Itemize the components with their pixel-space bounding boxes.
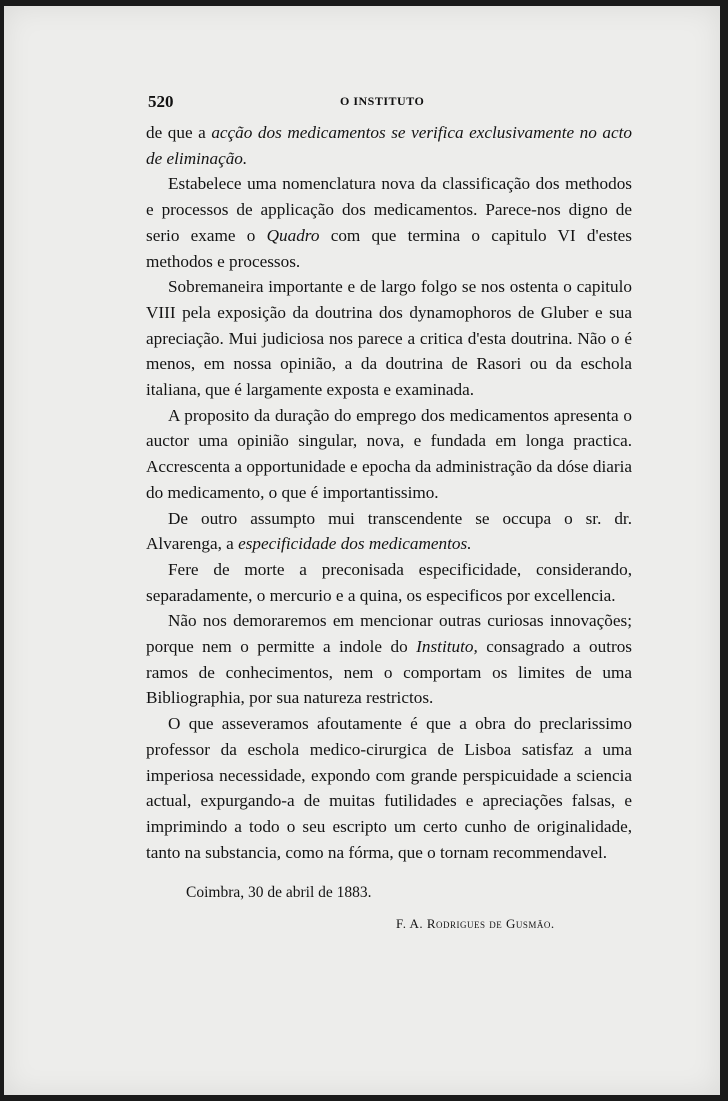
paragraph-4: A proposito da duração do emprego dos medicamentos apresenta o auctor uma opinião singular, nova, e fundada em longa practica. Accrescenta a opportunidade e epocha da administração da dóse diaria do medicamento, o que é importantissimo. <box>146 405 632 502</box>
paragraph-2: Estabelece uma nomenclatura nova da classificação dos methodos e processos de applicação dos medicamentos. Parece-nos digno de serio exame o Quadro com que termina o capitulo VI d'estes methodos e processos. <box>146 174 632 271</box>
author-signature: F. A. Rodrigues de Gusmão. <box>396 916 555 931</box>
paragraph-3: Sobremaneira importante e de largo folgo se nos ostenta o capitulo VIII pela exposição da doutrina dos dynamophoros de Gluber e sua apreciação. Mui judiciosa nos parece a critica d'esta doutrina. Não o é menos, em nossa opinião, a da doutrina de Rasori ou da eschola italiana, que é largamente exposta e examinada. <box>146 277 632 400</box>
page-number: 520 <box>148 92 174 111</box>
paragraph-6: Fere de morte a preconisada especificidade, considerando, separadamente, o mercurio e a quina, os especificos por excellencia. <box>146 559 632 605</box>
body-text <box>146 120 632 865</box>
paragraph-5: De outro assumpto mui transcendente se occupa o sr. dr. Alvarenga, a especificidade dos medicamentos. <box>146 508 632 554</box>
paragraph-7: Não nos demoraremos em mencionar outras curiosas innovações; porque nem o permitte a indole do Instituto, consagrado a outros ramos de conhecimentos, nem o comportam os limites de uma Bibliographia, por sua natureza restrictos. <box>146 611 632 708</box>
page-header <box>148 92 638 114</box>
paragraph-1-italic: acção dos medicamentos se verifica exclusivamente no acto de eliminação. <box>146 123 632 168</box>
paragraph-1: de que a acção dos medicamentos se verifica exclusivamente no acto de eliminação. <box>146 123 632 168</box>
running-head: O INSTITUTO <box>340 94 425 108</box>
paragraph-8: O que asseveramos afoutamente é que a obra do preclarissimo professor da eschola medico-cirurgica de Lisboa satisfaz a uma imperiosa necessidade, expondo com grande perspicuidade a sciencia actual, expurgando-a de muitas futilidades e apreciações falsas, e imprimindo a todo o seu escripto um certo cunho de originalidade, tanto na substancia, como na fórma, que o tornam recommendavel. <box>146 714 632 862</box>
date-line: Coimbra, 30 de abril de 1883. <box>186 884 372 901</box>
